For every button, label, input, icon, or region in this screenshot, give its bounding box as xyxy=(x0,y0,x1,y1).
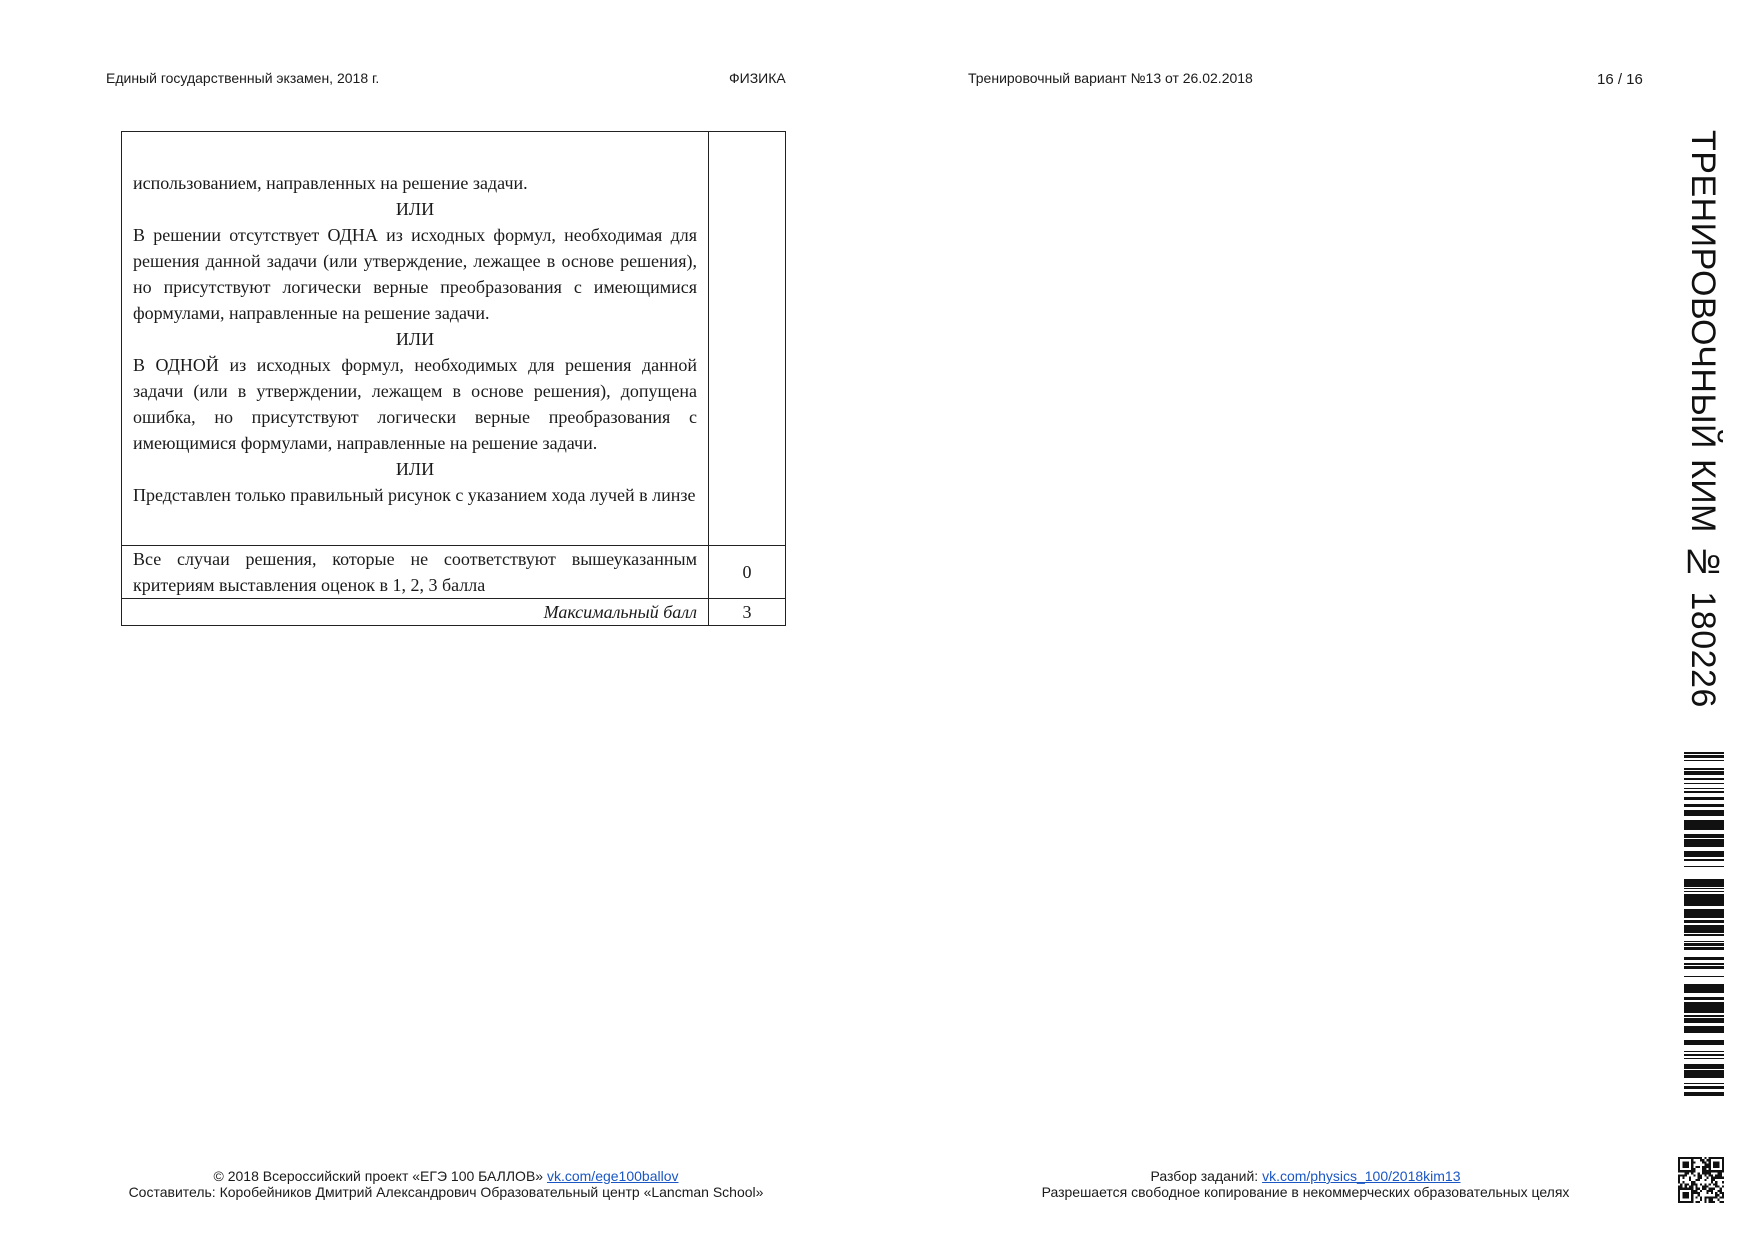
criteria-table xyxy=(121,131,786,626)
footer-analysis-line xyxy=(1028,1168,1583,1184)
footer-project-link[interactable]: vk.com/ege100ballov xyxy=(546,1168,679,1184)
header-variant: Тренировочный вариант №13 от 26.02.2018 xyxy=(968,70,1253,86)
criteria-paragraph: Представлен только правильный рисунок с указанием хода лучей в линзе xyxy=(133,484,696,505)
side-title: ТРЕНИРОВОЧНЫЙ КИМ № 180226 xyxy=(1684,130,1722,708)
max-score-value: 3 xyxy=(709,599,786,626)
score-cell: 0 xyxy=(709,546,786,599)
or-separator: ИЛИ xyxy=(395,328,435,349)
max-score-label: Максимальный балл xyxy=(122,599,709,626)
footer-analysis-link[interactable]: vk.com/physics_100/2018kim13 xyxy=(1262,1168,1461,1184)
or-separator: ИЛИ xyxy=(395,198,435,219)
criteria-text-cell xyxy=(122,132,709,546)
footer-author: Составитель: Коробейников Дмитрий Александрович Образовательный центр «Lancman School» xyxy=(128,1184,764,1200)
table-row xyxy=(122,546,786,599)
qr-code-image xyxy=(1678,1157,1724,1203)
table-row xyxy=(122,132,786,546)
criteria-text-cell: Все случаи решения, которые не соответствуют вышеуказанным критериям выставления оценок в 1, 2, 3 балла xyxy=(122,546,709,599)
criteria-paragraph: В ОДНОЙ из исходных формул, необходимых для решения данной задачи (или в утверждении, лежащем в основе решения), допущена ошибка, но присутствуют логически верные преобразования с имеющимися формулами, направленные на решение задачи. xyxy=(133,354,697,453)
footer-copyright-line xyxy=(114,1168,778,1184)
or-separator: ИЛИ xyxy=(395,458,435,479)
footer-left xyxy=(114,1168,778,1200)
footer-right xyxy=(1028,1168,1583,1200)
footer-license: Разрешается свободное копирование в некоммерческих образовательных целях xyxy=(1041,1184,1570,1200)
barcode-image xyxy=(1684,752,1724,1100)
footer-copyright: © 2018 Всероссийский проект «ЕГЭ 100 БАЛЛОВ» xyxy=(213,1168,544,1184)
page-number: 16 / 16 xyxy=(1597,71,1643,88)
score-cell xyxy=(709,132,786,546)
header-subject: ФИЗИКА xyxy=(729,70,786,86)
criteria-paragraph: В решении отсутствует ОДНА из исходных формул, необходимая для решения данной задачи (или утверждение, лежащее в основе решения), но присутствуют логически верные преобразования с имеющимися формулами, направленные на решение задачи. xyxy=(133,224,697,323)
footer-analysis-label: Разбор заданий: xyxy=(1150,1168,1259,1184)
table-row xyxy=(122,599,786,626)
criteria-paragraph: использованием, направленных на решение задачи. xyxy=(133,172,528,193)
header-exam-title: Единый государственный экзамен, 2018 г. xyxy=(106,70,380,86)
